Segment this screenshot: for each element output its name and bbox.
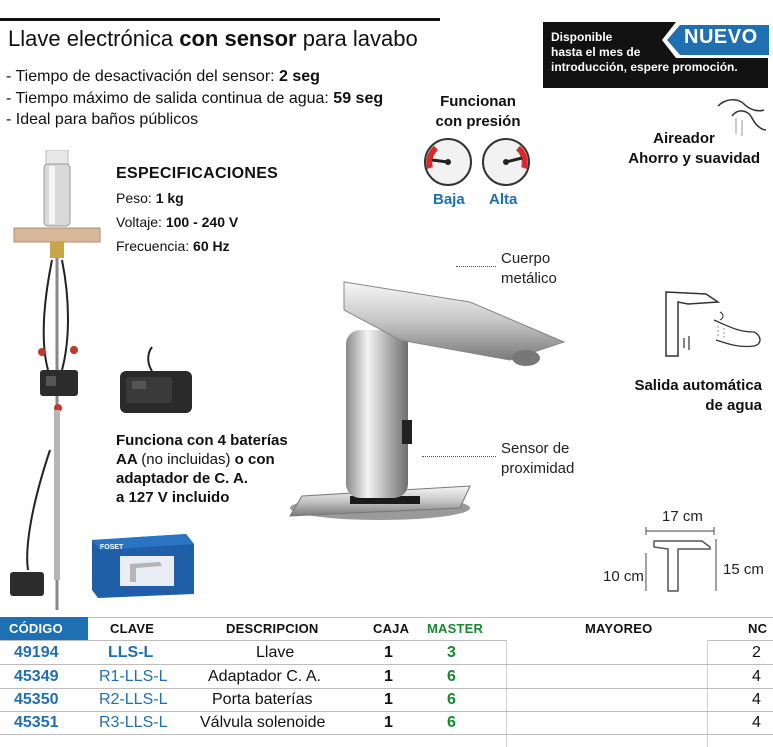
specs-block xyxy=(116,162,278,258)
row-caja: 1 xyxy=(384,691,393,708)
spec-label: Voltaje: xyxy=(116,214,166,230)
dim-width: 17 cm xyxy=(662,508,703,525)
battery-text: AA xyxy=(116,451,142,468)
faucet-image xyxy=(280,270,570,532)
body-caption-line: metálico xyxy=(501,270,557,287)
promo-line: Disponible xyxy=(551,30,613,44)
row-codigo: 45350 xyxy=(14,691,59,708)
row-nc: 2 xyxy=(752,644,761,661)
sensor-caption xyxy=(501,439,574,479)
title-rule xyxy=(0,18,440,21)
auto-water-caption xyxy=(614,376,762,416)
body-leader-line xyxy=(456,266,496,268)
battery-caption xyxy=(116,431,288,507)
row-descripcion: Porta baterías xyxy=(212,691,313,708)
row-master: 6 xyxy=(447,691,456,708)
promo-line: hasta el mes de xyxy=(551,45,641,59)
dim-height-left: 10 cm xyxy=(603,568,644,585)
table-header-mayoreo: MAYOREO xyxy=(585,621,653,636)
box-brand: FOSET xyxy=(100,544,124,551)
spec-value: 100 - 240 V xyxy=(165,214,239,230)
auto-water-icon xyxy=(658,286,768,362)
table-rule xyxy=(0,688,773,689)
pressure-gauge-icons xyxy=(422,138,534,188)
row-master: 6 xyxy=(447,668,456,685)
row-codigo: 45351 xyxy=(14,714,59,731)
mayoreo-column xyxy=(506,640,708,747)
spec-row xyxy=(116,210,278,234)
row-clave: R1-LLS-L xyxy=(99,668,168,685)
battery-line xyxy=(116,450,288,469)
row-nc: 4 xyxy=(752,691,761,708)
table-rule xyxy=(0,664,773,665)
row-nc: 4 xyxy=(752,714,761,731)
feature-label: - Tiempo de desactivación del sensor: xyxy=(6,68,280,85)
row-master: 3 xyxy=(447,644,456,661)
row-caja: 1 xyxy=(384,644,393,661)
page-title xyxy=(8,26,418,52)
spec-value: 1 kg xyxy=(155,190,184,206)
row-clave: R3-LLS-L xyxy=(99,714,168,731)
table-header-nc: NC xyxy=(748,621,768,636)
sensor-leader-line xyxy=(422,456,496,458)
row-nc: 4 xyxy=(752,668,761,685)
auto-water-line: de agua xyxy=(705,397,762,414)
spec-value: 60 Hz xyxy=(193,238,230,254)
title-part-1: Llave electrónica xyxy=(8,26,174,51)
title-part-3: para lavabo xyxy=(302,26,418,51)
row-codigo: 45349 xyxy=(14,668,59,685)
table-rule xyxy=(0,734,773,735)
pressure-heading-line: con presión xyxy=(435,113,521,130)
battery-text: o con xyxy=(230,451,275,468)
table-header-clave: CLAVE xyxy=(110,621,155,636)
body-caption xyxy=(501,249,557,289)
feature-value: 59 seg xyxy=(333,90,384,107)
sensor-caption-line: Sensor de xyxy=(501,440,570,457)
nuevo-badge: NUEVO xyxy=(684,26,758,48)
spec-row xyxy=(116,186,278,210)
pressure-heading xyxy=(426,92,530,132)
auto-water-line: Salida automática xyxy=(634,377,762,394)
feature-label: - Ideal para baños públicos xyxy=(6,111,199,128)
aerator-caption xyxy=(598,129,760,169)
feature-label: - Tiempo máximo de salida continua de agua: xyxy=(6,90,334,107)
specs-heading: ESPECIFICACIONES xyxy=(116,165,279,182)
row-codigo: 49194 xyxy=(14,644,59,661)
sensor-caption-line: proximidad xyxy=(501,460,575,477)
battery-text: (no incluidas) xyxy=(141,451,231,468)
spec-row xyxy=(116,234,278,258)
table-top-rule xyxy=(0,617,773,618)
title-part-2: con sensor xyxy=(179,26,297,51)
table-header-master: MASTER xyxy=(427,621,484,636)
table-header-descripcion: DESCRIPCION xyxy=(226,621,319,636)
row-descripcion: Llave xyxy=(256,644,295,661)
feature-value: 2 seg xyxy=(279,68,320,85)
table-header-codigo: CÓDIGO xyxy=(9,621,63,636)
aerator-title: Aireador xyxy=(653,130,715,147)
pressure-high-label: Alta xyxy=(489,191,518,208)
row-master: 6 xyxy=(447,714,456,731)
pressure-low-label: Baja xyxy=(433,191,465,208)
row-caja: 1 xyxy=(384,714,393,731)
battery-line: a 127 V incluido xyxy=(116,489,230,506)
battery-pack-image xyxy=(112,345,197,420)
row-clave: R2-LLS-L xyxy=(99,691,168,708)
table-header-caja: CAJA xyxy=(373,621,410,636)
row-descripcion: Válvula solenoide xyxy=(200,714,326,731)
spec-label: Frecuencia: xyxy=(116,238,194,254)
promo-line: introducción, espere promoción. xyxy=(551,60,738,74)
pressure-heading-line: Funcionan xyxy=(440,93,516,110)
feature-line xyxy=(6,111,198,129)
feature-line xyxy=(6,68,320,86)
row-clave: LLS-L xyxy=(108,644,154,661)
body-caption-line: Cuerpo xyxy=(501,250,551,267)
dimension-diagram xyxy=(640,525,720,595)
battery-line: Funciona con 4 baterías xyxy=(116,432,288,449)
spec-label: Peso: xyxy=(116,190,156,206)
dim-height-right: 15 cm xyxy=(723,561,764,578)
row-caja: 1 xyxy=(384,668,393,685)
battery-line: adaptador de C. A. xyxy=(116,470,248,487)
row-descripcion: Adaptador C. A. xyxy=(208,668,321,685)
aerator-subtitle: Ahorro y suavidad xyxy=(628,150,760,167)
feature-line xyxy=(6,90,383,108)
table-rule xyxy=(0,711,773,712)
product-box-image xyxy=(90,532,196,600)
